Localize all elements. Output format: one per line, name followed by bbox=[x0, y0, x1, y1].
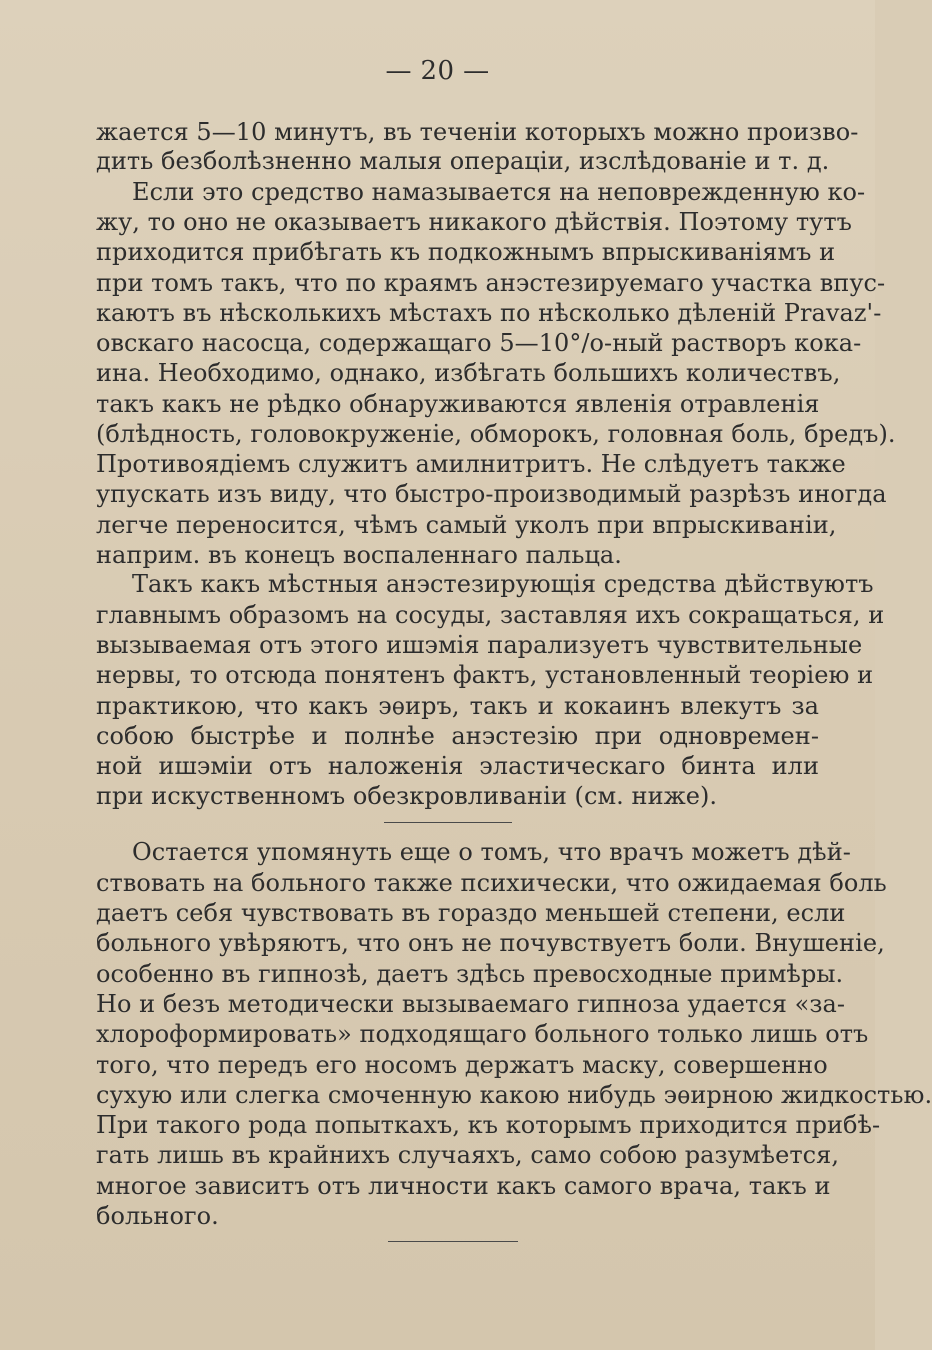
text-line: упускать изъ виду, что быстро-производимый разрѣзъ иногда bbox=[96, 480, 887, 508]
text-line: При такого рода попыткахъ, къ которымъ приходится прибѣ- bbox=[96, 1111, 881, 1139]
text-line: хлороформировать» подходящаго больного только лишь отъ bbox=[96, 1020, 869, 1048]
text-line: ной ишэмiи отъ наложенiя эластическаго бинта или bbox=[96, 752, 819, 780]
text-line: нервы, то отсюда понятенъ фактъ, установленный теорiею и bbox=[96, 661, 874, 689]
text-line: легче переносится, чѣмъ самый уколъ при впрыскиванiи, bbox=[96, 511, 837, 539]
text-line: при томъ такъ, что по краямъ анэстезируемаго участка впус- bbox=[96, 269, 886, 297]
text-line: при искуственномъ обезкровливанiи (см. ниже). bbox=[96, 782, 718, 810]
text-line: больного. bbox=[96, 1202, 219, 1230]
text-line: практикою, что какъ эѳиръ, такъ и кокаинъ влекутъ за bbox=[96, 692, 819, 720]
text-line: ина. Необходимо, однако, избѣгать большихъ количествъ, bbox=[96, 359, 841, 387]
text-line: Такъ какъ мѣстныя анэстезирующiя средства дѣйствуютъ bbox=[132, 570, 874, 598]
text-line: ствовать на больного также психически, что ожидаемая боль bbox=[96, 869, 887, 897]
text-line: сухую или слегка смоченную какою нибудь эѳирною жидкостью. bbox=[96, 1081, 932, 1109]
text-line: (блѣдность, головокруженiе, обморокъ, головная боль, бредъ). bbox=[96, 420, 896, 448]
end-divider bbox=[388, 1241, 518, 1242]
text-line: главнымъ образомъ на сосуды, заставляя ихъ сокращаться, и bbox=[96, 601, 885, 629]
text-line: овскаго насосца, содержащаго 5—10°/o-ный растворъ кока- bbox=[96, 329, 862, 357]
text-line: Если это средство намазывается на неповрежденную ко- bbox=[132, 178, 866, 206]
text-line: жу, то оно не оказываетъ никакого дѣйствiя. Поэтому тутъ bbox=[96, 208, 852, 236]
text-line: многое зависитъ отъ личности какъ самого врача, такъ и bbox=[96, 1172, 831, 1200]
text-line: больного увѣряютъ, что онъ не почувствуетъ боли. Внушенiе, bbox=[96, 929, 885, 957]
text-line: наприм. въ конецъ воспаленнаго пальца. bbox=[96, 541, 622, 569]
text-line: собою быстрѣе и полнѣе анэстезiю при одновремен- bbox=[96, 722, 819, 750]
text-line: вызываемая отъ этого ишэмiя парализуетъ чувствительные bbox=[96, 631, 863, 659]
text-line: такъ какъ не рѣдко обнаруживаются явленiя отравленiя bbox=[96, 390, 820, 418]
text-line: того, что передъ его носомъ держатъ маску, совершенно bbox=[96, 1051, 828, 1079]
text-line: дить безболѣзненно малыя операцiи, изслѣдованiе и т. д. bbox=[96, 147, 830, 175]
text-line: каютъ въ нѣсколькихъ мѣстахъ по нѣсколько дѣленiй Pravaz'- bbox=[96, 299, 882, 327]
text-line: приходится прибѣгать къ подкожнымъ впрыскиванiямъ и bbox=[96, 238, 836, 266]
page-number: — 20 — bbox=[385, 56, 490, 86]
text-line: Остается упомянуть еще о томъ, что врачъ можетъ дѣй- bbox=[132, 838, 851, 866]
text-line: Противоядiемъ служитъ амилнитритъ. Не слѣдуетъ также bbox=[96, 450, 846, 478]
text-line: жается 5—10 минутъ, въ теченiи которыхъ можно произво- bbox=[96, 118, 859, 146]
text-line: Но и безъ методически вызываемаго гипноза удается «за- bbox=[96, 990, 846, 1018]
text-line: гать лишь въ крайнихъ случаяхъ, само собою разумѣется, bbox=[96, 1141, 840, 1169]
section-divider bbox=[384, 822, 512, 823]
text-line: даетъ себя чувствовать въ гораздо меньшей степени, если bbox=[96, 899, 846, 927]
text-line: особенно въ гипнозѣ, даетъ здѣсь превосходные примѣры. bbox=[96, 960, 844, 988]
